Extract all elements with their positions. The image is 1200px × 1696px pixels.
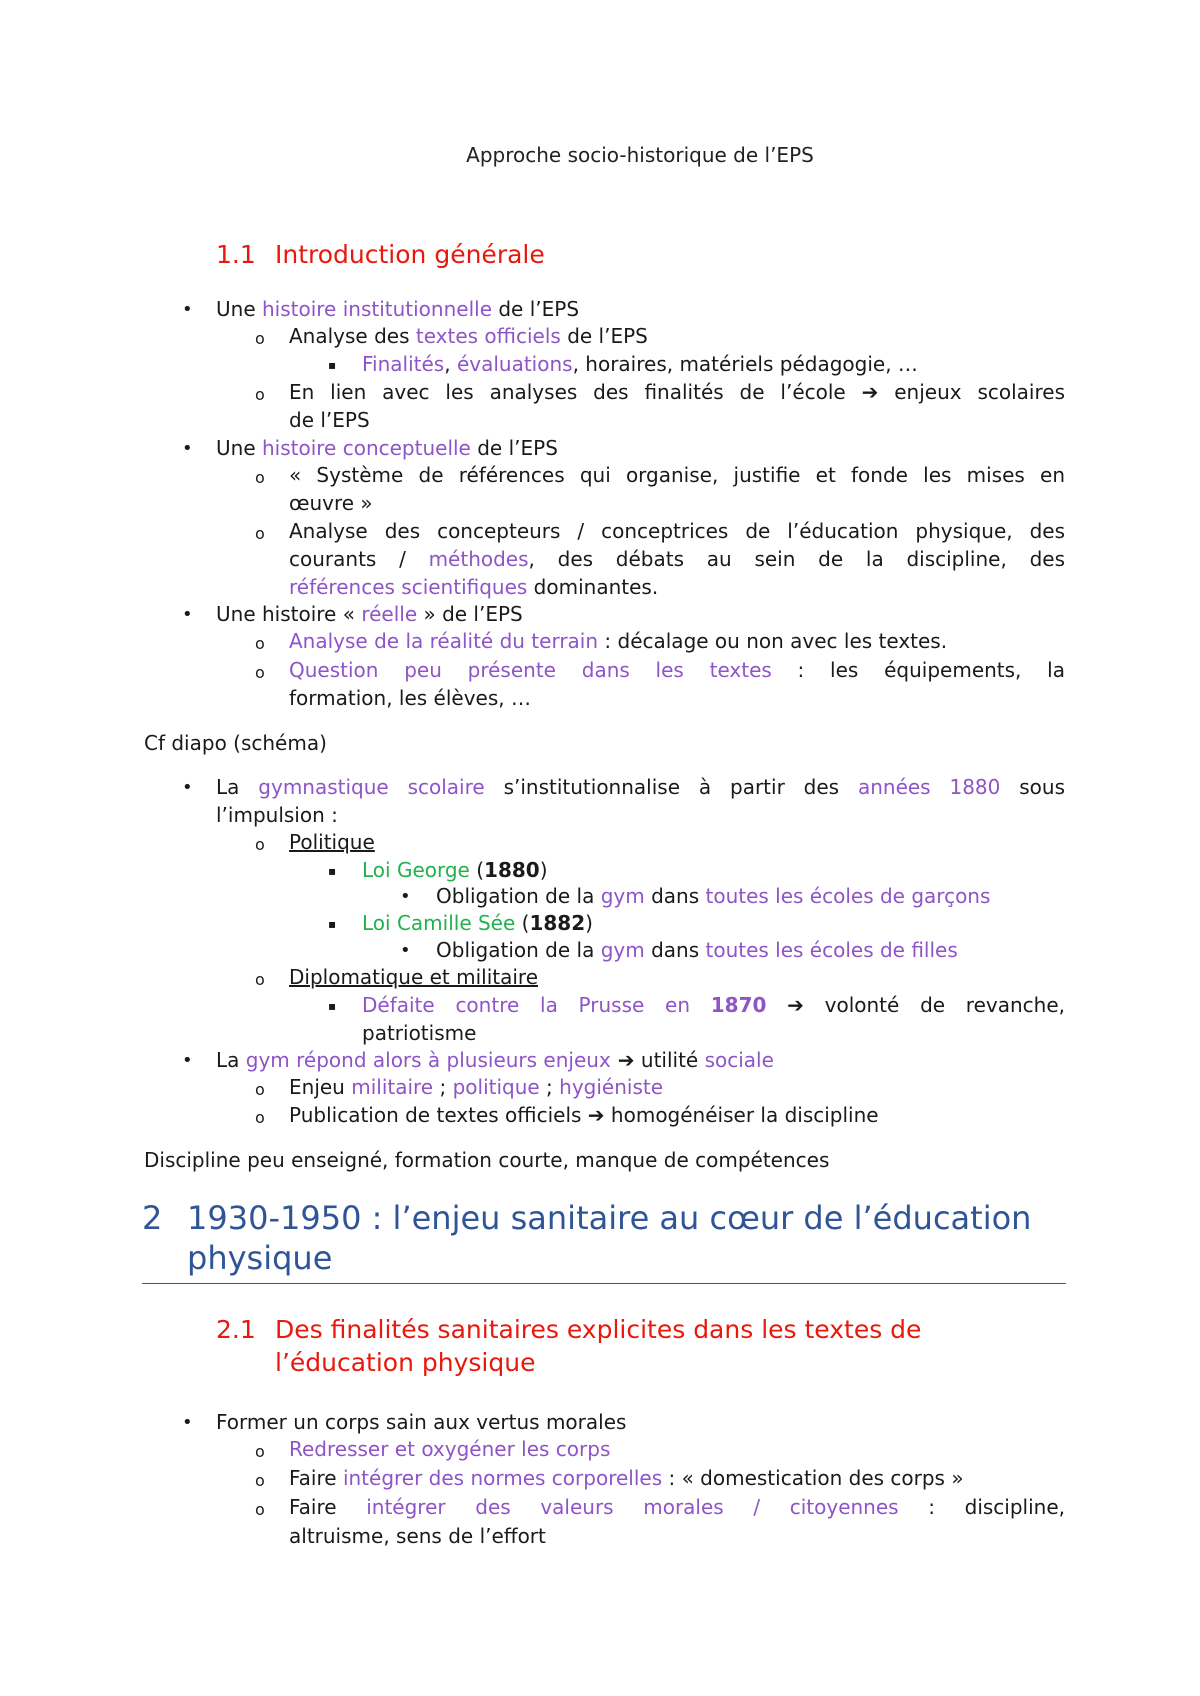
list-item-continued: de l’EPS xyxy=(289,408,370,432)
list-item: Une histoire institutionnelle de l’EPS xyxy=(216,297,580,321)
arrow-icon: ➔ xyxy=(861,380,879,404)
bullet-dot: • xyxy=(182,438,193,459)
heading-1-1: 1.1 Introduction générale xyxy=(216,240,545,269)
list-item-continued: œuvre » xyxy=(289,491,373,515)
list-item: Faire intégrer des valeurs morales / citoyennes : discipline, xyxy=(289,1495,1065,1519)
list-item: Obligation de la gym dans toutes les écoles de garçons xyxy=(436,884,991,908)
list-item-continued: références scientifiques dominantes. xyxy=(289,575,659,599)
list-item: Obligation de la gym dans toutes les écoles de filles xyxy=(436,938,958,962)
bullet-square: ▪ xyxy=(328,864,337,878)
document-title: Approche socio-historique de l’EPS xyxy=(466,143,814,167)
bullet-circle: o xyxy=(255,1080,265,1099)
list-item-continued: patriotisme xyxy=(362,1021,477,1045)
bullet-circle: o xyxy=(255,835,265,854)
bullet-dot: • xyxy=(182,777,193,798)
arrow-icon: ➔ xyxy=(610,1048,635,1072)
list-item: Une histoire « réelle » de l’EPS xyxy=(216,602,523,626)
list-item: Former un corps sain aux vertus morales xyxy=(216,1410,627,1434)
bullet-square: ▪ xyxy=(328,358,337,372)
bullet-circle: o xyxy=(255,468,265,487)
list-item-politique: Politique xyxy=(289,830,375,854)
list-item: Question peu présente dans les textes : les équipements, la xyxy=(289,658,1065,682)
bullet-square: ▪ xyxy=(328,917,337,931)
list-item-continued: altruisme, sens de l’effort xyxy=(289,1524,546,1548)
bullet-circle: o xyxy=(255,1500,265,1519)
list-item: Défaite contre la Prusse en 1870 ➔ volonté de revanche, xyxy=(362,993,1065,1017)
bullet-circle: o xyxy=(255,1108,265,1127)
list-item: Une histoire conceptuelle de l’EPS xyxy=(216,436,558,460)
list-item: Analyse de la réalité du terrain : décalage ou non avec les textes. xyxy=(289,629,948,653)
list-item: Analyse des textes officiels de l’EPS xyxy=(289,324,648,348)
bullet-dot: • xyxy=(182,1050,193,1071)
list-item: Finalités, évaluations, horaires, matériels pédagogie, … xyxy=(362,352,918,376)
list-item: La gym répond alors à plusieurs enjeux ➔ utilité sociale xyxy=(216,1048,774,1072)
list-item: Loi Camille Sée (1882) xyxy=(362,911,593,935)
bullet-dot: • xyxy=(400,886,411,907)
list-item: Faire intégrer des normes corporelles : « domestication des corps » xyxy=(289,1466,964,1490)
list-item: Enjeu militaire ; politique ; hygiéniste xyxy=(289,1075,664,1099)
bullet-circle: o xyxy=(255,970,265,989)
paragraph-cf-diapo: Cf diapo (schéma) xyxy=(144,731,327,755)
bullet-circle: o xyxy=(255,385,265,404)
bullet-dot: • xyxy=(182,299,193,320)
list-item: La gymnastique scolaire s’institutionnalise à partir des années 1880 sous xyxy=(216,775,1066,799)
bullet-circle: o xyxy=(255,1471,265,1490)
heading-2-1: 2.1 Des finalités sanitaires explicites dans les textes de xyxy=(216,1315,922,1344)
paragraph-discipline: Discipline peu enseigné, formation courte, manque de compétences xyxy=(144,1148,830,1172)
bullet-dot: • xyxy=(400,940,411,961)
list-item: Redresser et oxygéner les corps xyxy=(289,1437,611,1461)
heading-2-1-continued: l’éducation physique xyxy=(275,1348,536,1377)
bullet-circle: o xyxy=(255,524,265,543)
list-item-continued: formation, les élèves, … xyxy=(289,686,531,710)
list-item-continued: l’impulsion : xyxy=(216,803,338,827)
list-item: Publication de textes officiels ➔ homogénéiser la discipline xyxy=(289,1103,879,1127)
arrow-icon: ➔ xyxy=(587,1103,605,1127)
list-item: Analyse des concepteurs / conceptrices de l’éducation physique, des xyxy=(289,519,1065,543)
bullet-circle: o xyxy=(255,634,265,653)
list-item-continued: courants / méthodes, des débats au sein de la discipline, des xyxy=(289,547,1065,571)
bullet-dot: • xyxy=(182,1412,193,1433)
heading-2: 2 1930-1950 : l’enjeu sanitaire au cœur de l’éducation physique xyxy=(142,1198,1066,1284)
list-item-diplomatique: Diplomatique et militaire xyxy=(289,965,539,989)
bullet-circle: o xyxy=(255,329,265,348)
list-item: « Système de références qui organise, justifie et fonde les mises en xyxy=(289,463,1065,487)
bullet-dot: • xyxy=(182,604,193,625)
list-item: En lien avec les analyses des finalités de l’école ➔ enjeux scolaires xyxy=(289,380,1065,404)
bullet-circle: o xyxy=(255,1442,265,1461)
bullet-square: ▪ xyxy=(328,999,337,1013)
list-item: Loi George (1880) xyxy=(362,858,548,882)
bullet-circle: o xyxy=(255,663,265,682)
